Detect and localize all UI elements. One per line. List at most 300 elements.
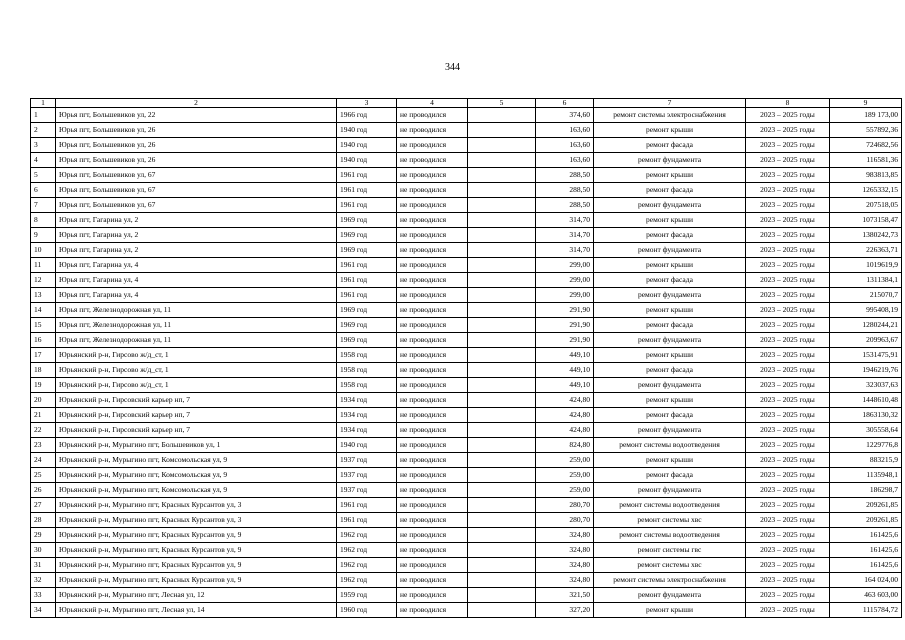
table-row xyxy=(31,333,902,348)
work-type-cell: ремонт системы гвс xyxy=(594,543,746,558)
work-type-cell: ремонт крыши xyxy=(594,348,746,363)
row-number-cell: 4 xyxy=(31,153,56,168)
last-repair-cell: не проводился xyxy=(397,528,468,543)
work-type-cell: ремонт крыши xyxy=(594,168,746,183)
cost-cell: 724682,56 xyxy=(830,138,902,153)
header-cell-col4: 4 xyxy=(397,99,468,108)
empty-cell xyxy=(468,108,536,123)
build-year-cell: 1969 год xyxy=(337,213,397,228)
last-repair-cell: не проводился xyxy=(397,423,468,438)
empty-cell xyxy=(468,138,536,153)
row-number-cell: 22 xyxy=(31,423,56,438)
row-number-cell: 17 xyxy=(31,348,56,363)
period-cell: 2023 – 2025 годы xyxy=(746,423,830,438)
address-cell: Юрьянский р-н, Мурыгино пгт, Красных Курсантов ул, 3 xyxy=(56,498,337,513)
cost-cell: 186298,7 xyxy=(830,483,902,498)
address-cell: Юрья пгт, Гагарина ул, 4 xyxy=(56,288,337,303)
last-repair-cell: не проводился xyxy=(397,153,468,168)
table-row xyxy=(31,438,902,453)
period-cell: 2023 – 2025 годы xyxy=(746,243,830,258)
row-number-cell: 29 xyxy=(31,528,56,543)
build-year-cell: 1961 год xyxy=(337,498,397,513)
row-number-cell: 28 xyxy=(31,513,56,528)
address-cell: Юрья пгт, Большевиков ул, 67 xyxy=(56,168,337,183)
area-cell: 374,60 xyxy=(536,108,594,123)
cost-cell: 189 173,00 xyxy=(830,108,902,123)
build-year-cell: 1961 год xyxy=(337,198,397,213)
period-cell: 2023 – 2025 годы xyxy=(746,258,830,273)
address-cell: Юрья пгт, Гагарина ул, 4 xyxy=(56,273,337,288)
period-cell: 2023 – 2025 годы xyxy=(746,483,830,498)
empty-cell xyxy=(468,573,536,588)
work-type-cell: ремонт фасада xyxy=(594,363,746,378)
work-type-cell: ремонт фундамента xyxy=(594,198,746,213)
address-cell: Юрьянский р-н, Мурыгино пгт, Лесная ул, 14 xyxy=(56,603,337,618)
table-row xyxy=(31,168,902,183)
row-number-cell: 27 xyxy=(31,498,56,513)
table-row xyxy=(31,603,902,618)
address-cell: Юрья пгт, Большевиков ул, 67 xyxy=(56,198,337,213)
table-header-row xyxy=(31,99,902,108)
empty-cell xyxy=(468,213,536,228)
empty-cell xyxy=(468,423,536,438)
table-row xyxy=(31,183,902,198)
table-row xyxy=(31,198,902,213)
address-cell: Юрья пгт, Гагарина ул, 2 xyxy=(56,243,337,258)
table-row xyxy=(31,258,902,273)
table-row xyxy=(31,243,902,258)
area-cell: 424,80 xyxy=(536,408,594,423)
build-year-cell: 1969 год xyxy=(337,333,397,348)
address-cell: Юрьянский р-н, Гирсово ж/д_ст, 1 xyxy=(56,348,337,363)
period-cell: 2023 – 2025 годы xyxy=(746,153,830,168)
build-year-cell: 1937 год xyxy=(337,453,397,468)
period-cell: 2023 – 2025 годы xyxy=(746,333,830,348)
build-year-cell: 1961 год xyxy=(337,168,397,183)
last-repair-cell: не проводился xyxy=(397,243,468,258)
capital-repair-table xyxy=(30,98,902,618)
row-number-cell: 33 xyxy=(31,588,56,603)
table-row xyxy=(31,573,902,588)
period-cell: 2023 – 2025 годы xyxy=(746,168,830,183)
period-cell: 2023 – 2025 годы xyxy=(746,213,830,228)
row-number-cell: 25 xyxy=(31,468,56,483)
area-cell: 259,00 xyxy=(536,468,594,483)
cost-cell: 1135948,1 xyxy=(830,468,902,483)
address-cell: Юрьянский р-н, Мурыгино пгт, Красных Курсантов ул, 9 xyxy=(56,543,337,558)
empty-cell xyxy=(468,393,536,408)
address-cell: Юрья пгт, Большевиков ул, 26 xyxy=(56,153,337,168)
period-cell: 2023 – 2025 годы xyxy=(746,528,830,543)
period-cell: 2023 – 2025 годы xyxy=(746,138,830,153)
table-body xyxy=(31,99,902,618)
period-cell: 2023 – 2025 годы xyxy=(746,348,830,363)
build-year-cell: 1961 год xyxy=(337,273,397,288)
area-cell: 324,80 xyxy=(536,558,594,573)
period-cell: 2023 – 2025 годы xyxy=(746,318,830,333)
work-type-cell: ремонт крыши xyxy=(594,603,746,618)
empty-cell xyxy=(468,528,536,543)
table-row xyxy=(31,153,902,168)
work-type-cell: ремонт фасада xyxy=(594,138,746,153)
area-cell: 291,90 xyxy=(536,318,594,333)
table-row xyxy=(31,408,902,423)
period-cell: 2023 – 2025 годы xyxy=(746,273,830,288)
area-cell: 424,80 xyxy=(536,393,594,408)
empty-cell xyxy=(468,453,536,468)
last-repair-cell: не проводился xyxy=(397,228,468,243)
address-cell: Юрьянский р-н, Гирсовский карьер нп, 7 xyxy=(56,393,337,408)
area-cell: 324,80 xyxy=(536,573,594,588)
area-cell: 163,60 xyxy=(536,153,594,168)
build-year-cell: 1940 год xyxy=(337,123,397,138)
row-number-cell: 2 xyxy=(31,123,56,138)
work-type-cell: ремонт фасада xyxy=(594,183,746,198)
row-number-cell: 9 xyxy=(31,228,56,243)
cost-cell: 1073158,47 xyxy=(830,213,902,228)
address-cell: Юрья пгт, Большевиков ул, 67 xyxy=(56,183,337,198)
area-cell: 314,70 xyxy=(536,213,594,228)
work-type-cell: ремонт крыши xyxy=(594,258,746,273)
last-repair-cell: не проводился xyxy=(397,543,468,558)
empty-cell xyxy=(468,363,536,378)
empty-cell xyxy=(468,378,536,393)
build-year-cell: 1958 год xyxy=(337,348,397,363)
last-repair-cell: не проводился xyxy=(397,438,468,453)
empty-cell xyxy=(468,168,536,183)
address-cell: Юрьянский р-н, Мурыгино пгт, Красных Курсантов ул, 3 xyxy=(56,513,337,528)
build-year-cell: 1959 год xyxy=(337,588,397,603)
work-type-cell: ремонт системы хвс xyxy=(594,558,746,573)
cost-cell: 161425,6 xyxy=(830,543,902,558)
empty-cell xyxy=(468,333,536,348)
last-repair-cell: не проводился xyxy=(397,198,468,213)
area-cell: 163,60 xyxy=(536,138,594,153)
row-number-cell: 14 xyxy=(31,303,56,318)
address-cell: Юрья пгт, Гагарина ул, 2 xyxy=(56,228,337,243)
period-cell: 2023 – 2025 годы xyxy=(746,543,830,558)
work-type-cell: ремонт крыши xyxy=(594,393,746,408)
table-row xyxy=(31,588,902,603)
cost-cell: 161425,6 xyxy=(830,528,902,543)
period-cell: 2023 – 2025 годы xyxy=(746,378,830,393)
last-repair-cell: не проводился xyxy=(397,408,468,423)
table-row xyxy=(31,273,902,288)
work-type-cell: ремонт фасада xyxy=(594,273,746,288)
header-cell-col5: 5 xyxy=(468,99,536,108)
cost-cell: 1115784,72 xyxy=(830,603,902,618)
area-cell: 321,50 xyxy=(536,588,594,603)
work-type-cell: ремонт фасада xyxy=(594,408,746,423)
area-cell: 324,80 xyxy=(536,543,594,558)
build-year-cell: 1958 год xyxy=(337,363,397,378)
table-row xyxy=(31,123,902,138)
last-repair-cell: не проводился xyxy=(397,318,468,333)
address-cell: Юрья пгт, Большевиков ул, 26 xyxy=(56,123,337,138)
address-cell: Юрьянский р-н, Мурыгино пгт, Комсомольская ул, 9 xyxy=(56,468,337,483)
empty-cell xyxy=(468,498,536,513)
table-row xyxy=(31,543,902,558)
cost-cell: 305558,64 xyxy=(830,423,902,438)
period-cell: 2023 – 2025 годы xyxy=(746,108,830,123)
address-cell: Юрьянский р-н, Мурыгино пгт, Комсомольская ул, 9 xyxy=(56,453,337,468)
period-cell: 2023 – 2025 годы xyxy=(746,288,830,303)
table-row xyxy=(31,483,902,498)
cost-cell: 557892,36 xyxy=(830,123,902,138)
row-number-cell: 3 xyxy=(31,138,56,153)
empty-cell xyxy=(468,603,536,618)
address-cell: Юрьянский р-н, Мурыгино пгт, Лесная ул, 12 xyxy=(56,588,337,603)
last-repair-cell: не проводился xyxy=(397,303,468,318)
row-number-cell: 18 xyxy=(31,363,56,378)
build-year-cell: 1940 год xyxy=(337,138,397,153)
empty-cell xyxy=(468,153,536,168)
page-number: 344 xyxy=(445,62,460,73)
address-cell: Юрья пгт, Большевиков ул, 26 xyxy=(56,138,337,153)
area-cell: 280,70 xyxy=(536,513,594,528)
cost-cell: 1863130,32 xyxy=(830,408,902,423)
last-repair-cell: не проводился xyxy=(397,483,468,498)
cost-cell: 209963,67 xyxy=(830,333,902,348)
build-year-cell: 1966 год xyxy=(337,108,397,123)
work-type-cell: ремонт фундамента xyxy=(594,288,746,303)
address-cell: Юрья пгт, Железнодорожная ул, 11 xyxy=(56,333,337,348)
cost-cell: 883215,9 xyxy=(830,453,902,468)
cost-cell: 209261,85 xyxy=(830,513,902,528)
period-cell: 2023 – 2025 годы xyxy=(746,513,830,528)
work-type-cell: ремонт крыши xyxy=(594,123,746,138)
work-type-cell: ремонт крыши xyxy=(594,213,746,228)
area-cell: 259,00 xyxy=(536,483,594,498)
empty-cell xyxy=(468,198,536,213)
address-cell: Юрьянский р-н, Гирсовский карьер нп, 7 xyxy=(56,408,337,423)
empty-cell xyxy=(468,123,536,138)
work-type-cell: ремонт фундамента xyxy=(594,153,746,168)
area-cell: 288,50 xyxy=(536,198,594,213)
area-cell: 280,70 xyxy=(536,498,594,513)
last-repair-cell: не проводился xyxy=(397,603,468,618)
empty-cell xyxy=(468,588,536,603)
table-row xyxy=(31,348,902,363)
period-cell: 2023 – 2025 годы xyxy=(746,438,830,453)
last-repair-cell: не проводился xyxy=(397,288,468,303)
period-cell: 2023 – 2025 годы xyxy=(746,198,830,213)
work-type-cell: ремонт системы водоотведения xyxy=(594,438,746,453)
build-year-cell: 1940 год xyxy=(337,153,397,168)
table-row xyxy=(31,468,902,483)
last-repair-cell: не проводился xyxy=(397,168,468,183)
empty-cell xyxy=(468,318,536,333)
build-year-cell: 1958 год xyxy=(337,378,397,393)
table-row xyxy=(31,213,902,228)
address-cell: Юрьянский р-н, Мурыгино пгт, Большевиков ул, 1 xyxy=(56,438,337,453)
last-repair-cell: не проводился xyxy=(397,573,468,588)
work-type-cell: ремонт крыши xyxy=(594,303,746,318)
row-number-cell: 30 xyxy=(31,543,56,558)
work-type-cell: ремонт фундамента xyxy=(594,588,746,603)
area-cell: 424,80 xyxy=(536,423,594,438)
row-number-cell: 24 xyxy=(31,453,56,468)
cost-cell: 983813,85 xyxy=(830,168,902,183)
area-cell: 291,90 xyxy=(536,333,594,348)
table-row xyxy=(31,288,902,303)
row-number-cell: 16 xyxy=(31,333,56,348)
header-cell-col6: 6 xyxy=(536,99,594,108)
cost-cell: 161425,6 xyxy=(830,558,902,573)
table-row xyxy=(31,453,902,468)
work-type-cell: ремонт фасада xyxy=(594,468,746,483)
build-year-cell: 1937 год xyxy=(337,483,397,498)
build-year-cell: 1962 год xyxy=(337,558,397,573)
cost-cell: 1311384,1 xyxy=(830,273,902,288)
address-cell: Юрья пгт, Большевиков ул, 22 xyxy=(56,108,337,123)
build-year-cell: 1969 год xyxy=(337,303,397,318)
address-cell: Юрья пгт, Железнодорожная ул, 11 xyxy=(56,303,337,318)
table-row xyxy=(31,393,902,408)
area-cell: 449,10 xyxy=(536,378,594,393)
build-year-cell: 1962 год xyxy=(337,543,397,558)
cost-cell: 1531475,91 xyxy=(830,348,902,363)
row-number-cell: 6 xyxy=(31,183,56,198)
table-row xyxy=(31,423,902,438)
empty-cell xyxy=(468,513,536,528)
area-cell: 314,70 xyxy=(536,243,594,258)
address-cell: Юрьянский р-н, Гирсово ж/д_ст, 1 xyxy=(56,378,337,393)
table-row xyxy=(31,138,902,153)
build-year-cell: 1934 год xyxy=(337,423,397,438)
table-row xyxy=(31,378,902,393)
row-number-cell: 13 xyxy=(31,288,56,303)
empty-cell xyxy=(468,243,536,258)
last-repair-cell: не проводился xyxy=(397,588,468,603)
empty-cell xyxy=(468,483,536,498)
area-cell: 314,70 xyxy=(536,228,594,243)
build-year-cell: 1969 год xyxy=(337,228,397,243)
last-repair-cell: не проводился xyxy=(397,498,468,513)
last-repair-cell: не проводился xyxy=(397,138,468,153)
last-repair-cell: не проводился xyxy=(397,393,468,408)
row-number-cell: 11 xyxy=(31,258,56,273)
table-row xyxy=(31,108,902,123)
header-cell-col2: 2 xyxy=(56,99,337,108)
empty-cell xyxy=(468,273,536,288)
build-year-cell: 1934 год xyxy=(337,393,397,408)
address-cell: Юрьянский р-н, Мурыгино пгт, Красных Курсантов ул, 9 xyxy=(56,573,337,588)
period-cell: 2023 – 2025 годы xyxy=(746,228,830,243)
work-type-cell: ремонт системы электроснабжения xyxy=(594,573,746,588)
table-row xyxy=(31,513,902,528)
work-type-cell: ремонт системы водоотведения xyxy=(594,528,746,543)
last-repair-cell: не проводился xyxy=(397,213,468,228)
row-number-cell: 20 xyxy=(31,393,56,408)
address-cell: Юрья пгт, Гагарина ул, 2 xyxy=(56,213,337,228)
work-type-cell: ремонт фундамента xyxy=(594,378,746,393)
empty-cell xyxy=(468,438,536,453)
area-cell: 299,00 xyxy=(536,258,594,273)
work-type-cell: ремонт фасада xyxy=(594,228,746,243)
last-repair-cell: не проводился xyxy=(397,258,468,273)
period-cell: 2023 – 2025 годы xyxy=(746,468,830,483)
header-cell-col7: 7 xyxy=(594,99,746,108)
area-cell: 449,10 xyxy=(536,363,594,378)
table-row xyxy=(31,528,902,543)
period-cell: 2023 – 2025 годы xyxy=(746,393,830,408)
cost-cell: 209261,85 xyxy=(830,498,902,513)
last-repair-cell: не проводился xyxy=(397,363,468,378)
area-cell: 288,50 xyxy=(536,168,594,183)
last-repair-cell: не проводился xyxy=(397,558,468,573)
cost-cell: 1280244,21 xyxy=(830,318,902,333)
last-repair-cell: не проводился xyxy=(397,378,468,393)
period-cell: 2023 – 2025 годы xyxy=(746,603,830,618)
cost-cell: 463 603,00 xyxy=(830,588,902,603)
period-cell: 2023 – 2025 годы xyxy=(746,363,830,378)
header-cell-col8: 8 xyxy=(746,99,830,108)
period-cell: 2023 – 2025 годы xyxy=(746,558,830,573)
address-cell: Юрьянский р-н, Мурыгино пгт, Красных Курсантов ул, 9 xyxy=(56,558,337,573)
empty-cell xyxy=(468,543,536,558)
row-number-cell: 23 xyxy=(31,438,56,453)
address-cell: Юрья пгт, Гагарина ул, 4 xyxy=(56,258,337,273)
empty-cell xyxy=(468,558,536,573)
last-repair-cell: не проводился xyxy=(397,108,468,123)
work-type-cell: ремонт крыши xyxy=(594,453,746,468)
last-repair-cell: не проводился xyxy=(397,333,468,348)
cost-cell: 1946219,76 xyxy=(830,363,902,378)
row-number-cell: 12 xyxy=(31,273,56,288)
period-cell: 2023 – 2025 годы xyxy=(746,408,830,423)
area-cell: 163,60 xyxy=(536,123,594,138)
work-type-cell: ремонт фасада xyxy=(594,318,746,333)
row-number-cell: 32 xyxy=(31,573,56,588)
build-year-cell: 1969 год xyxy=(337,243,397,258)
row-number-cell: 1 xyxy=(31,108,56,123)
table-row xyxy=(31,303,902,318)
cost-cell: 1229776,8 xyxy=(830,438,902,453)
period-cell: 2023 – 2025 годы xyxy=(746,498,830,513)
row-number-cell: 10 xyxy=(31,243,56,258)
build-year-cell: 1961 год xyxy=(337,513,397,528)
table-row xyxy=(31,558,902,573)
row-number-cell: 34 xyxy=(31,603,56,618)
build-year-cell: 1962 год xyxy=(337,573,397,588)
last-repair-cell: не проводился xyxy=(397,123,468,138)
cost-cell: 215070,7 xyxy=(830,288,902,303)
cost-cell: 226363,71 xyxy=(830,243,902,258)
cost-cell: 116581,36 xyxy=(830,153,902,168)
build-year-cell: 1937 год xyxy=(337,468,397,483)
last-repair-cell: не проводился xyxy=(397,468,468,483)
address-cell: Юрьянский р-н, Мурыгино пгт, Комсомольская ул, 9 xyxy=(56,483,337,498)
header-cell-col3: 3 xyxy=(337,99,397,108)
period-cell: 2023 – 2025 годы xyxy=(746,573,830,588)
work-type-cell: ремонт фундамента xyxy=(594,243,746,258)
cost-cell: 207518,05 xyxy=(830,198,902,213)
cost-cell: 1265332,15 xyxy=(830,183,902,198)
cost-cell: 323037,63 xyxy=(830,378,902,393)
period-cell: 2023 – 2025 годы xyxy=(746,183,830,198)
row-number-cell: 8 xyxy=(31,213,56,228)
row-number-cell: 19 xyxy=(31,378,56,393)
last-repair-cell: не проводился xyxy=(397,183,468,198)
cost-cell: 1448610,48 xyxy=(830,393,902,408)
empty-cell xyxy=(468,288,536,303)
area-cell: 299,00 xyxy=(536,288,594,303)
period-cell: 2023 – 2025 годы xyxy=(746,453,830,468)
build-year-cell: 1960 год xyxy=(337,603,397,618)
empty-cell xyxy=(468,468,536,483)
period-cell: 2023 – 2025 годы xyxy=(746,123,830,138)
